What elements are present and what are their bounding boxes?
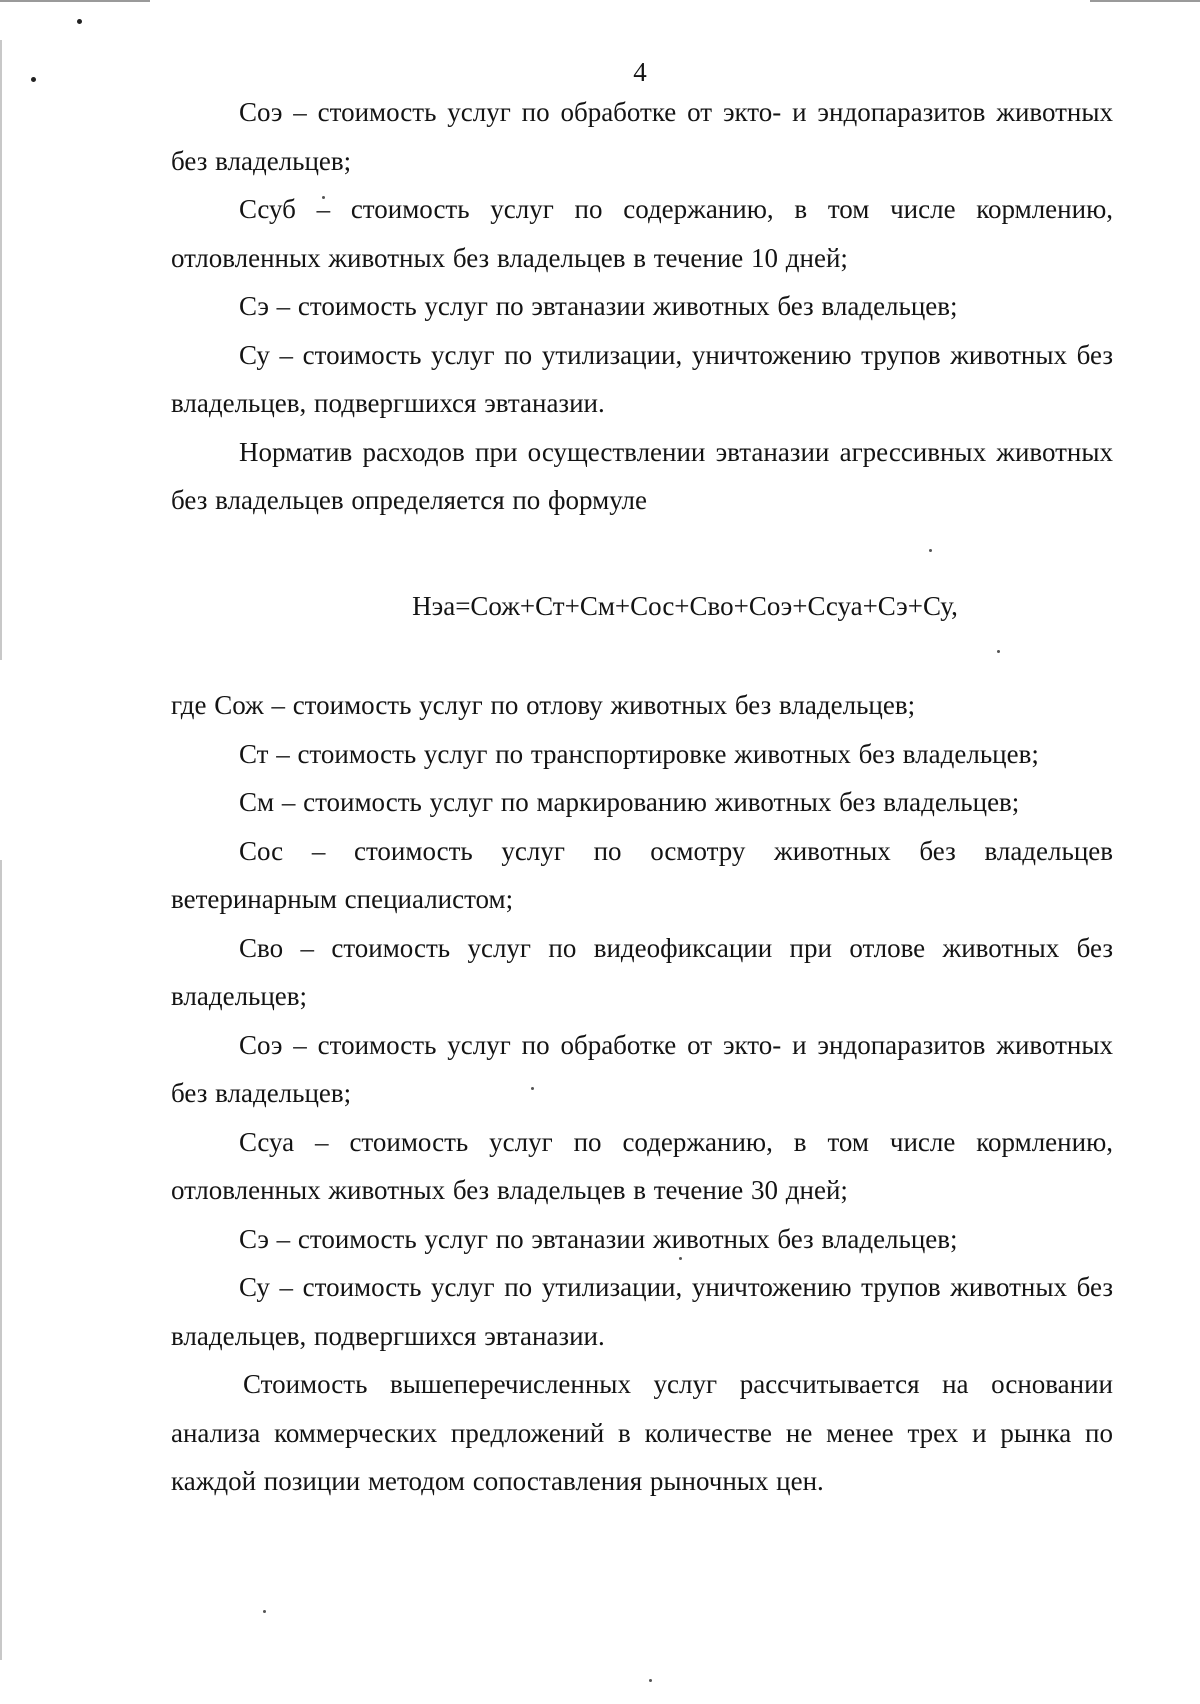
- definition-svo: Сво – стоимость услуг по видеофиксации при отлове животных без владельцев;: [171, 932, 1113, 1011]
- scan-edge-top-right: [1090, 0, 1200, 2]
- definition-soe: Соэ – стоимость услуг по обработке от экто- и эндопаразитов животных без владельцев;: [171, 97, 1113, 176]
- scan-speck: [997, 650, 1000, 653]
- text-section-1: [171, 88, 1113, 525]
- cost-calculation-note: Стоимость вышеперечисленных услуг рассчитывается на основании анализа коммерческих предложений в количестве не менее трех и рынка по каждой позиции методом сопоставления рыночных цен.: [171, 1369, 1113, 1496]
- definition-sm: См – стоимость услуг по маркированию животных без владельцев;: [239, 787, 1020, 817]
- scan-speck: [929, 549, 932, 552]
- definition-sozh: где Сож – стоимость услуг по отлову животных без владельцев;: [171, 690, 916, 720]
- formula-intro: Норматив расходов при осуществлении эвтаназии агрессивных животных без владельцев определяется по формуле: [171, 436, 1113, 515]
- definition-ssua: Ссуа – стоимость услуг по содержанию, в том числе кормлению, отловленных животных без владельцев в течение 30 дней;: [171, 1126, 1113, 1205]
- definition-su: Су – стоимость услуг по утилизации, уничтожению трупов животных без владельцев, подвергшихся эвтаназии.: [171, 339, 1113, 418]
- page-number: 4: [633, 57, 647, 87]
- formula-nea: Нэа=Сож+Ст+См+Сос+Сво+Соэ+Ссуа+Сэ+Су,: [412, 591, 958, 621]
- definition-se: Сэ – стоимость услуг по эвтаназии животных без владельцев;: [239, 291, 958, 321]
- definition-se-2: Сэ – стоимость услуг по эвтаназии животных без владельцев;: [239, 1223, 958, 1254]
- scan-speck: [31, 77, 36, 82]
- scan-speck: [77, 19, 82, 24]
- scan-edge-left-lower: [0, 860, 2, 1660]
- scan-speck: [649, 1679, 652, 1682]
- definition-sos: Сос – стоимость услуг по осмотру животных без владельцев ветеринарным специалистом;: [171, 835, 1113, 914]
- scan-edge-top-left: [0, 0, 150, 2]
- definition-st: Ст – стоимость услуг по транспортировке животных без владельцев;: [239, 738, 1039, 769]
- definition-ssub: Ссуб – стоимость услуг по содержанию, в том числе кормлению, отловленных животных без владельцев в течение 10 дней;: [171, 194, 1113, 273]
- scan-speck: [263, 1610, 266, 1613]
- scan-edge-left: [0, 40, 2, 660]
- definition-su-2: Су – стоимость услуг по утилизации, уничтожению трупов животных без владельцев, подвергшихся эвтаназии.: [171, 1272, 1113, 1351]
- definition-soe-2: Соэ – стоимость услуг по обработке от экто- и эндопаразитов животных без владельцев;: [171, 1029, 1113, 1108]
- text-section-2: [171, 681, 1113, 1506]
